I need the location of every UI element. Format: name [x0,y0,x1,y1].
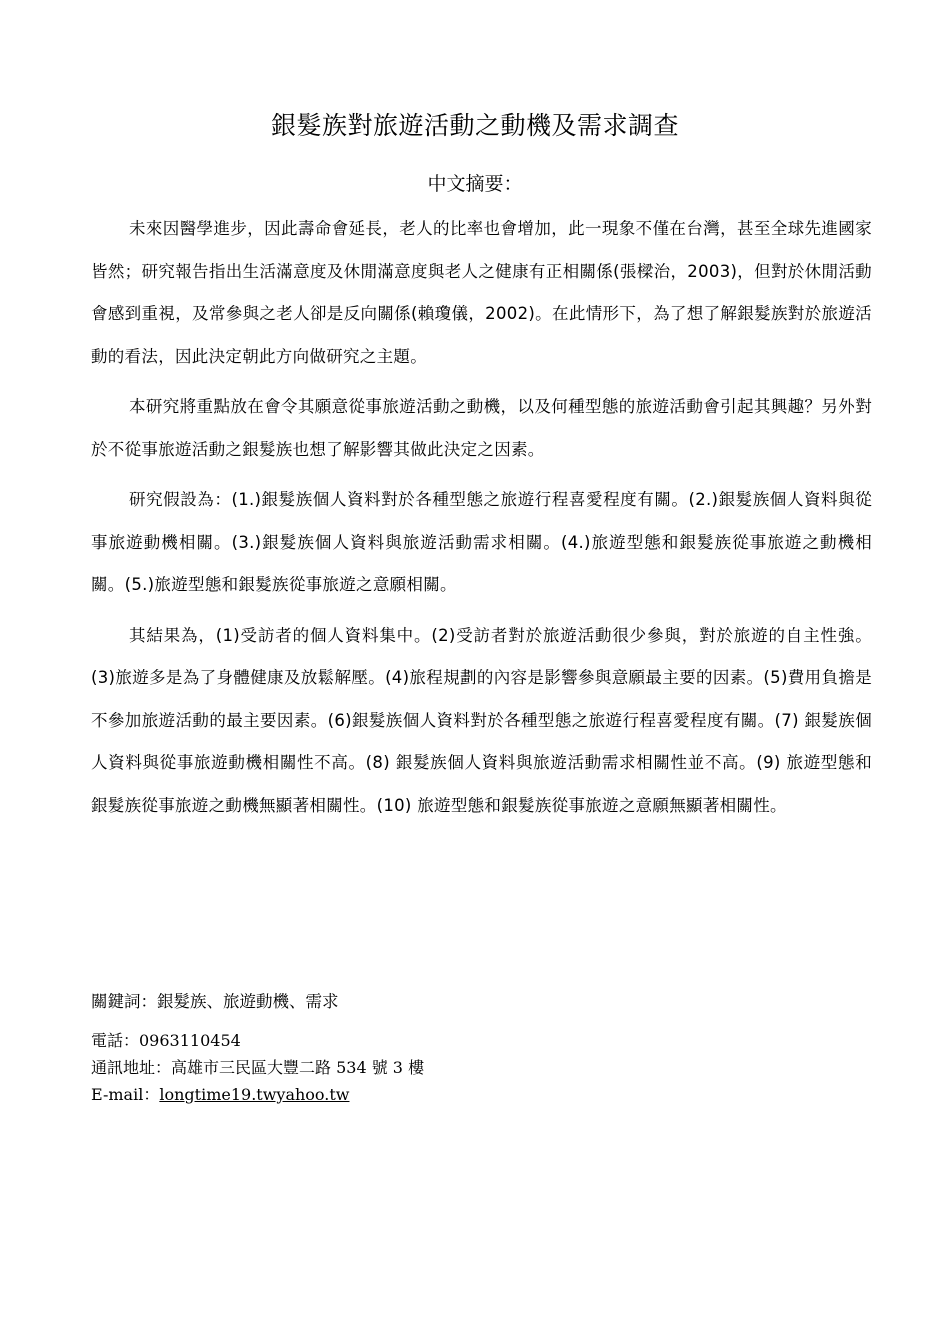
email-line [91,1081,872,1108]
email-link[interactable]: longtime19.twyahoo.tw [159,1085,350,1104]
abstract-paragraph: 本研究將重點放在會令其願意從事旅遊活動之動機，以及何種型態的旅遊活動會引起其興趣？另外對於不從事旅遊活動之銀髮族也想了解影響其做此決定之因素。 [91,397,872,459]
email-label: E-mail： [91,1085,160,1104]
document-title: 銀髮族對旅遊活動之動機及需求調查 [270,111,679,140]
keywords-line: 關鍵詞：銀髮族、旅遊動機、需求 [91,992,339,1011]
address-line: 通訊地址：高雄市三民區大豐二路 534 號 3 樓 [91,1058,425,1077]
phone-line: 電話：0963110454 [91,1031,241,1050]
document-footer-info [91,987,872,1108]
abstract-body [91,208,872,827]
abstract-paragraph: 其結果為，(1)受訪者的個人資料集中。(2)受訪者對於旅遊活動很少參與，對於旅遊的自主性強。(3)旅遊多是為了身體健康及放鬆解壓。(4)旅程規劃的內容是影響參與意願最主要的因素。(5)費用負擔是不參加旅遊活動的最主要因素。(6)銀髮族個人資料對於各種型態之旅遊行程喜愛程度有關。(7) 銀髮族個人資料與從事旅遊動機相關性不高。(8) 銀髮族個人資料與旅遊活動需求相關性並不高。(9) 旅遊型態和銀髮族從事旅遊之動機無顯著相關性。(10) 旅遊型態和銀髮族從事旅遊之意願無顯著相關性。 [91,625,872,815]
abstract-heading: 中文摘要： [427,173,523,195]
abstract-paragraph: 未來因醫學進步，因此壽命會延長，老人的比率也會增加，此一現象不僅在台灣，甚至全球先進國家皆然；研究報告指出生活滿意度及休閒滿意度與老人之健康有正相關係(張樑治，2003)，但對於休閒活動會感到重視，及常參與之老人卻是反向關係(賴瓊儀，2002)。在此情形下，為了想了解銀髮族對於旅遊活動的看法，因此決定朝此方向做研究之主題。 [91,219,872,366]
abstract-paragraph: 研究假設為：(1.)銀髮族個人資料對於各種型態之旅遊行程喜愛程度有關。(2.)銀髮族個人資料與從事旅遊動機相關。(3.)銀髮族個人資料與旅遊活動需求相關。(4.)旅遊型態和銀髮族從事旅遊之動機相關。(5.)旅遊型態和銀髮族從事旅遊之意願相關。 [91,490,872,594]
